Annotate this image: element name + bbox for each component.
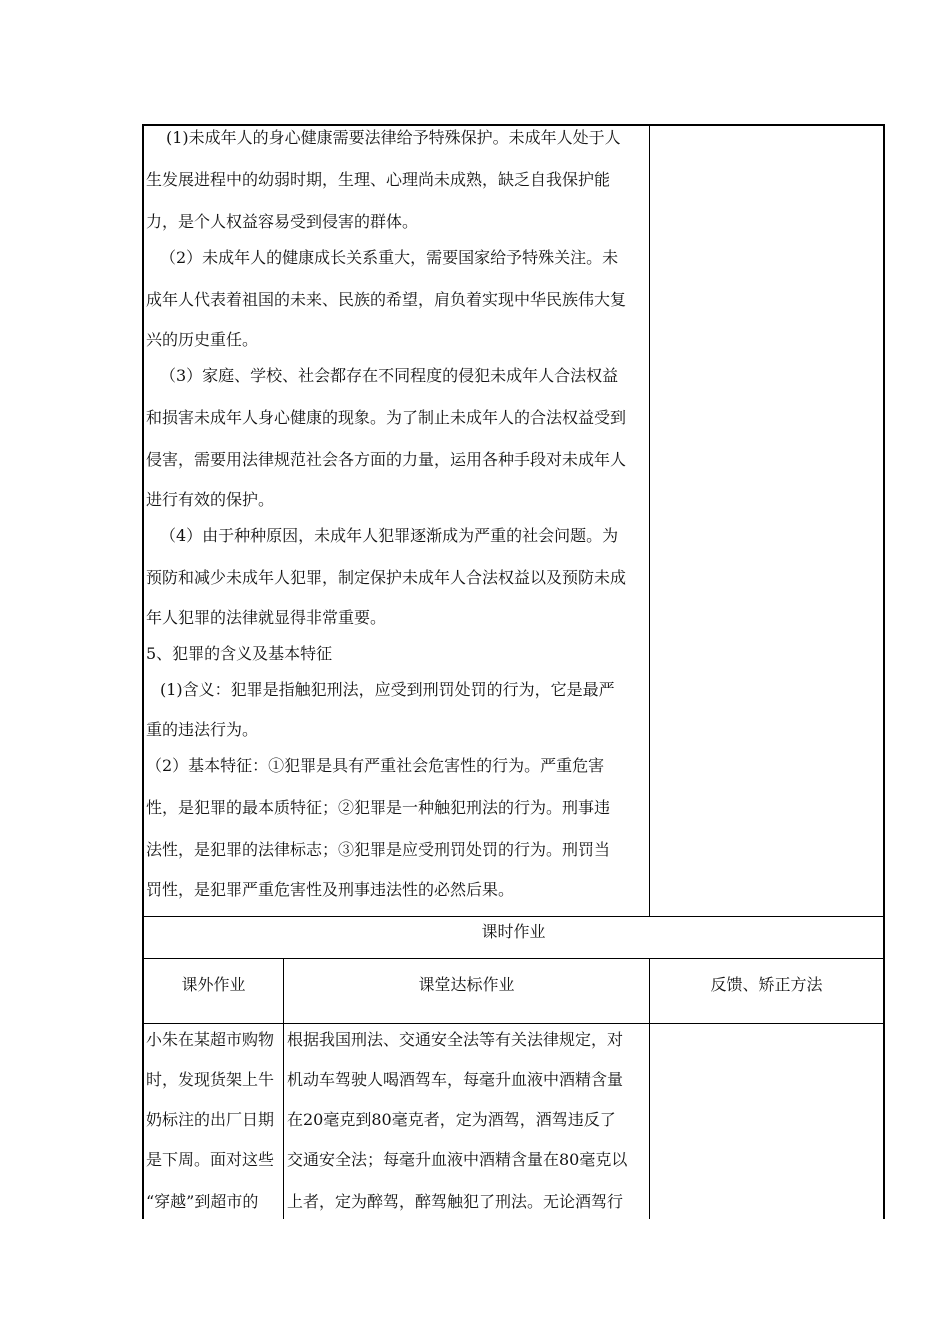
upper-line-5: 成年人代表着祖国的未来、民族的希望，肩负着实现中华民族伟大复 (146, 290, 627, 309)
header-after-class: 课外作业 (181, 975, 246, 994)
after-class-line-3: 奶标注的出厂日期 (146, 1110, 275, 1129)
upper-line-17: （2）基本特征：①犯罪是具有严重社会危害性的行为。严重危害 (146, 756, 605, 775)
upper-line-6: 兴的历史重任。 (146, 330, 259, 349)
upper-line-9: 侵害，需要用法律规范社会各方面的力量，运用各种手段对未成年人 (146, 450, 627, 469)
upper-column-divider (649, 124, 650, 916)
table-top-border (142, 124, 885, 126)
in-class-line-1: 根据我国刑法、交通安全法等有关法律规定，对 (287, 1030, 624, 1049)
after-class-line-2: 时，发现货架上牛 (146, 1070, 275, 1089)
header-in-class: 课堂达标作业 (418, 975, 515, 994)
upper-line-19: 法性，是犯罪的法律标志；③犯罪是应受刑罚处罚的行为。刑罚当 (146, 840, 611, 859)
after-class-line-5: “穿越”到超市的 (146, 1192, 259, 1211)
row-divider-upper (142, 916, 885, 917)
upper-line-4: （2）未成年人的健康成长关系重大，需要国家给予特殊关注。未 (160, 248, 619, 267)
in-class-line-3: 在20毫克到80毫克者，定为酒驾，酒驾违反了 (287, 1110, 616, 1129)
upper-line-2: 生发展进程中的幼弱时期，生理、心理尚未成熟，缺乏自我保护能 (146, 170, 611, 189)
in-class-line-4: 交通安全法；每毫升血液中酒精含量在80毫克以 (287, 1150, 628, 1169)
lower-column-divider-1 (283, 958, 284, 1219)
in-class-line-5: 上者，定为醉驾，醉驾触犯了刑法。无论酒驾行 (287, 1192, 624, 1211)
table-right-border (883, 124, 885, 1219)
upper-line-11: （4）由于种种原因，未成年人犯罪逐渐成为严重的社会问题。为 (160, 526, 619, 545)
upper-line-18: 性，是犯罪的最本质特征；②犯罪是一种触犯刑法的行为。刑事违 (146, 798, 611, 817)
upper-line-10: 进行有效的保护。 (146, 490, 275, 509)
in-class-line-2: 机动车驾驶人喝酒驾车，每毫升血液中酒精含量 (287, 1070, 624, 1089)
upper-line-15: (1)含义：犯罪是指触犯刑法，应受到刑罚处罚的行为，它是最严 (160, 680, 615, 699)
upper-line-12: 预防和减少未成年人犯罪，制定保护未成年人合法权益以及预防未成 (146, 568, 627, 587)
upper-line-7: （3）家庭、学校、社会都存在不同程度的侵犯未成年人合法权益 (160, 366, 619, 385)
lower-column-divider-2 (649, 958, 650, 1219)
upper-line-20: 罚性，是犯罪严重危害性及刑事违法性的必然后果。 (146, 880, 515, 899)
homework-title: 课时作业 (481, 922, 546, 941)
table-left-border (142, 124, 144, 1219)
header-feedback: 反馈、矫正方法 (710, 975, 823, 994)
upper-line-3: 力，是个人权益容易受到侵害的群体。 (146, 212, 419, 231)
row-divider-title (142, 958, 885, 959)
upper-line-16: 重的违法行为。 (146, 720, 259, 739)
after-class-line-1: 小朱在某超市购物 (146, 1030, 275, 1049)
upper-line-8: 和损害未成年人身心健康的现象。为了制止未成年人的合法权益受到 (146, 408, 627, 427)
section-heading: 5、犯罪的含义及基本特征 (146, 644, 333, 663)
after-class-line-4: 是下周。面对这些 (146, 1150, 275, 1169)
upper-line-1: (1)未成年人的身心健康需要法律给予特殊保护。未成年人处于人 (166, 128, 621, 147)
row-divider-headers (142, 1023, 885, 1024)
upper-line-13: 年人犯罪的法律就显得非常重要。 (146, 608, 387, 627)
